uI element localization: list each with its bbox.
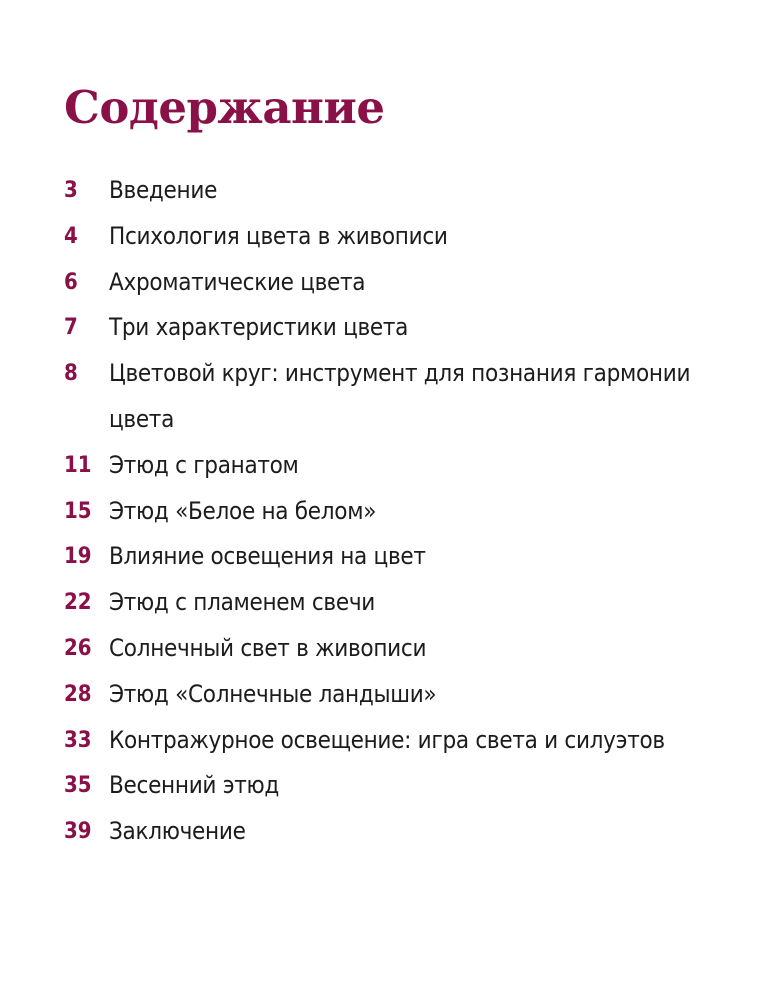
toc-entry-title: Введение xyxy=(109,176,218,204)
toc-page-number: 3 xyxy=(64,178,78,203)
toc-page-number: 26 xyxy=(64,635,92,661)
toc-page-number: 22 xyxy=(64,590,92,616)
toc-page-number: 6 xyxy=(64,269,78,295)
toc-page-number: 28 xyxy=(64,681,92,707)
toc-entry-title: Этюд с гранатом xyxy=(109,450,299,479)
toc-entry-title: Цветовой круг: инструмент для познания гармонии цвета xyxy=(109,359,691,433)
toc-entry-title: Психология цвета в живописи xyxy=(109,221,448,250)
toc-entry[interactable] xyxy=(64,489,744,535)
toc-entry[interactable] xyxy=(64,351,744,443)
toc-entry[interactable] xyxy=(64,443,744,489)
toc-entry[interactable] xyxy=(64,809,744,855)
toc-entry-title: Этюд «Солнечные ландыши» xyxy=(109,679,437,708)
toc-page-number: 19 xyxy=(64,544,92,570)
toc-entry-title: Влияние освещения на цвет xyxy=(109,542,426,571)
toc-page-number: 4 xyxy=(64,223,78,249)
toc-entry-title: Солнечный свет в живописи xyxy=(109,633,427,662)
toc-entry-title: Этюд «Белое на белом» xyxy=(109,496,377,525)
toc-entry-title: Три характеристики цвета xyxy=(109,313,409,342)
toc-entry[interactable] xyxy=(64,168,744,214)
toc-page-number: 15 xyxy=(64,498,92,524)
toc-entry[interactable] xyxy=(64,718,744,764)
toc-entry[interactable] xyxy=(64,260,744,306)
toc-entry-title: Весенний этюд xyxy=(109,771,280,800)
toc-page-number: 33 xyxy=(64,727,92,753)
toc-entry[interactable] xyxy=(64,672,744,718)
toc-entry[interactable] xyxy=(64,214,744,260)
toc-entry[interactable] xyxy=(64,305,744,351)
toc-page-number: 11 xyxy=(64,452,92,478)
toc-entry-title: Заключение xyxy=(109,817,246,846)
toc-entry[interactable] xyxy=(64,626,744,672)
toc-page-number: 8 xyxy=(64,361,78,387)
toc-entry-title: Этюд с пламенем свечи xyxy=(109,588,376,617)
toc-page-number: 35 xyxy=(64,773,92,799)
page-title: Содержание xyxy=(64,81,385,134)
toc-entry[interactable] xyxy=(64,534,744,580)
toc-entry[interactable] xyxy=(64,763,744,809)
toc-page-number: 7 xyxy=(64,315,78,341)
toc-entry-title: Ахроматические цвета xyxy=(109,267,366,296)
toc-entry[interactable] xyxy=(64,580,744,626)
toc-page-number: 39 xyxy=(64,819,92,845)
table-of-contents xyxy=(64,168,744,855)
toc-entry-title: Контражурное освещение: игра света и силуэтов xyxy=(109,725,665,754)
